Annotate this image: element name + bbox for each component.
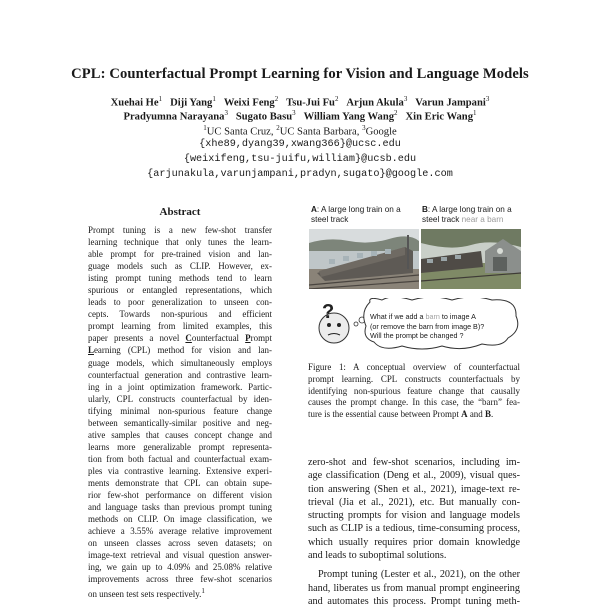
body-text (308, 456, 520, 608)
author-affil-sup: 1 (473, 109, 477, 117)
author-name: Pradyumna Narayana (123, 111, 225, 123)
author-affil-sup: 2 (274, 95, 279, 103)
caption-line: causes the prompt change. In this case, the “barn” fea- (308, 397, 520, 408)
caption-prompt-b: B (484, 409, 491, 420)
body-line: such as CLIP is a tedious, time-consuming process, (308, 523, 520, 535)
caption-last-c: and (467, 409, 485, 420)
author-name: Xin Eric Wang (405, 111, 473, 123)
email-line-2: {weixifeng,tsu-juifu,william}@ucsb.edu (183, 154, 417, 165)
abstract-body (88, 224, 272, 600)
author-name: Sugato Basu (235, 111, 293, 123)
author-affil-sup: 3 (403, 95, 408, 103)
label-a-line2: steel track (311, 215, 349, 224)
abstract-line: ularly, CPL constructs counterfactual by iden- (88, 393, 272, 404)
abstract-line: tion from both factual and counterfactual exam- (88, 453, 272, 464)
author-affil-sup: 1 (158, 95, 163, 103)
speech-barn-word: barn (425, 312, 440, 321)
abstract-heading: Abstract (159, 206, 201, 218)
abstract-line: between semantically-similar positive and neg- (88, 417, 272, 428)
author-affil-sup: 2 (334, 95, 339, 103)
abstract-line: ing, we gain up to 4.09% and 25.08% relative (88, 562, 272, 573)
author-name: Weixi Feng (223, 97, 275, 109)
abstract-line: learns more generalizable prompt representa- (88, 441, 272, 452)
figure-label-b (422, 205, 532, 225)
speech-line3: Will the prompt be changed ? (370, 331, 464, 341)
abstract-line: prompt learning from limited examples, this (88, 321, 272, 332)
author-name: Xuehai He (110, 97, 159, 109)
caption-line: identifying non-spurious feature change that causally (308, 385, 520, 396)
abstract-line (88, 585, 272, 600)
author-name: Tsu-Jui Fu (286, 97, 335, 109)
author-affil-sup: 2 (394, 109, 398, 117)
body-line: Prompt tuning (Lester et al., 2021), on the other (318, 569, 520, 581)
caption-last-e: . (490, 409, 494, 420)
abstract-line: spurious or entangled representations, which (88, 285, 272, 296)
abstract-line: image-text retrieval and visual question answer- (88, 550, 272, 561)
author-affil-sup: 3 (292, 109, 296, 117)
abstract-line: ples via contrastive learning. Extensive experi- (88, 465, 272, 476)
abstract-line: ing in a joint optimization framework. Partic- (88, 381, 272, 392)
abstract-line: able prompt for pre-trained vision and lan- (88, 249, 272, 260)
body-line: tion answering (Shen et al., 2021), image-text re- (308, 483, 520, 495)
abstract-line: guage models, which simultaneously employs (88, 357, 272, 368)
label-a-prefix: A (311, 205, 317, 214)
abstract-line: learning technique that only tunes the learn- (88, 237, 272, 248)
affil-sup-3: 3 (362, 124, 366, 132)
label-a-line1: : A large long train on a (316, 205, 401, 214)
abstract-line: methods on CLIP. On image classification, we (88, 514, 272, 525)
caption-line: prompt learning. CPL constructs counterfactuals by (308, 373, 520, 384)
abstract-line: rior few-shot performance on different vision (88, 490, 272, 501)
abstract-line: ative samples that causes concept change and (88, 429, 272, 440)
abstract-line: cepts. Towards non-spurious and efficient (88, 309, 272, 320)
speech-bubble-text (358, 312, 514, 346)
body-line: age classification (Deng et al., 2009), visual ques- (308, 470, 520, 482)
footnote-mark: 1 (201, 587, 205, 596)
abstract-line: guage models such as CLIP. However, ex- (88, 261, 272, 272)
caption-last-line (308, 409, 520, 421)
question-mark-glyph: ? (322, 301, 335, 323)
body-line: trieval (Jia et al., 2021), etc. But manually con- (308, 496, 520, 508)
abstract-line: counterfactual generation and contrastive learn- (88, 369, 272, 380)
figure-label-a (311, 205, 421, 225)
abstract-line: achieve a 3.55% average relative improvement (88, 526, 272, 537)
abstract-last-text: on unseen test sets respectively. (88, 589, 202, 600)
affil-1: UC Santa Cruz, (206, 126, 277, 138)
speech-line2: (or remove the barn from image B)? (370, 321, 485, 331)
affil-sup-2: 2 (276, 124, 280, 132)
email-line-1: {xhe89,dyang39,xwang366}@ucsc.edu (199, 139, 401, 150)
abstract-line: tifying minimal non-spurious feature change (88, 405, 272, 416)
train-photo-b (421, 229, 521, 289)
caption-last-a: ture is the essential cause between Prompt (308, 409, 462, 420)
abstract-line: improvements across three few-shot scenarios (88, 574, 272, 585)
caption-prompt-a: A (461, 409, 468, 420)
paper-title: CPL: Counterfactual Prompt Learning for Vision and Language Models (71, 66, 529, 82)
figure-caption (308, 362, 520, 421)
abstract-line: Learning (CPL) method for vision and lan- (88, 345, 272, 356)
author-affil-sup: 3 (485, 95, 490, 103)
body-line: and leads to suboptimal solutions. (308, 550, 447, 562)
train-photo-a (309, 229, 419, 289)
abstract-line: and language tasks than previous prompt tuning (88, 502, 272, 513)
author-affil-sup: 1 (212, 95, 216, 103)
body-line: zero-shot and few-shot scenarios, including im- (308, 457, 520, 468)
label-b-line2: steel track (422, 215, 462, 224)
label-b-prefix: B (422, 205, 428, 214)
abstract-line: Prompt tuning is a new few-shot transfer (88, 225, 272, 235)
abstract-line: ments demonstrate that CPL can obtain supe- (88, 477, 272, 488)
abstract-line: on unseen classes across seven datasets; on (88, 538, 272, 549)
author-line-1 (0, 95, 600, 109)
abstract-line: leads to poor generalization to unseen con- (88, 297, 272, 308)
author-affil-sup: 3 (224, 109, 228, 117)
author-name: Diji Yang (170, 97, 213, 109)
body-line: which usually requires prior domain knowledge (308, 536, 520, 548)
email-line-3: {arjunakula,varunjampani,pradyn,sugato}@google.com (147, 169, 453, 180)
body-line: hand, liberates us from manual prompt engineering (308, 582, 520, 594)
affiliations (0, 124, 600, 138)
caption-line: Figure 1: A conceptual overview of counterfactual (308, 362, 520, 372)
author-name: William Yang Wang (303, 111, 395, 123)
abstract-line: paper presents a novel Counterfactual Prompt (88, 333, 272, 344)
speech-line1a: What if we add a (370, 312, 426, 321)
label-b-highlight: near a barn (461, 215, 504, 224)
author-line-2 (0, 109, 600, 123)
affil-3: Google (365, 126, 397, 138)
speech-line1c: to image A (439, 312, 476, 321)
affil-sup-1: 1 (203, 124, 207, 132)
abstract-line: isting prompt tuning methods tend to learn (88, 273, 272, 284)
author-name: Varun Jampani (415, 97, 486, 109)
affil-2: UC Santa Barbara, (279, 126, 363, 138)
label-b-line1: : A large long train on a (427, 205, 512, 214)
body-line: structing prompts for vision and language models (308, 510, 520, 522)
body-line: and automates this process. Prompt tuning meth- (308, 595, 520, 607)
author-name: Arjun Akula (346, 97, 404, 109)
